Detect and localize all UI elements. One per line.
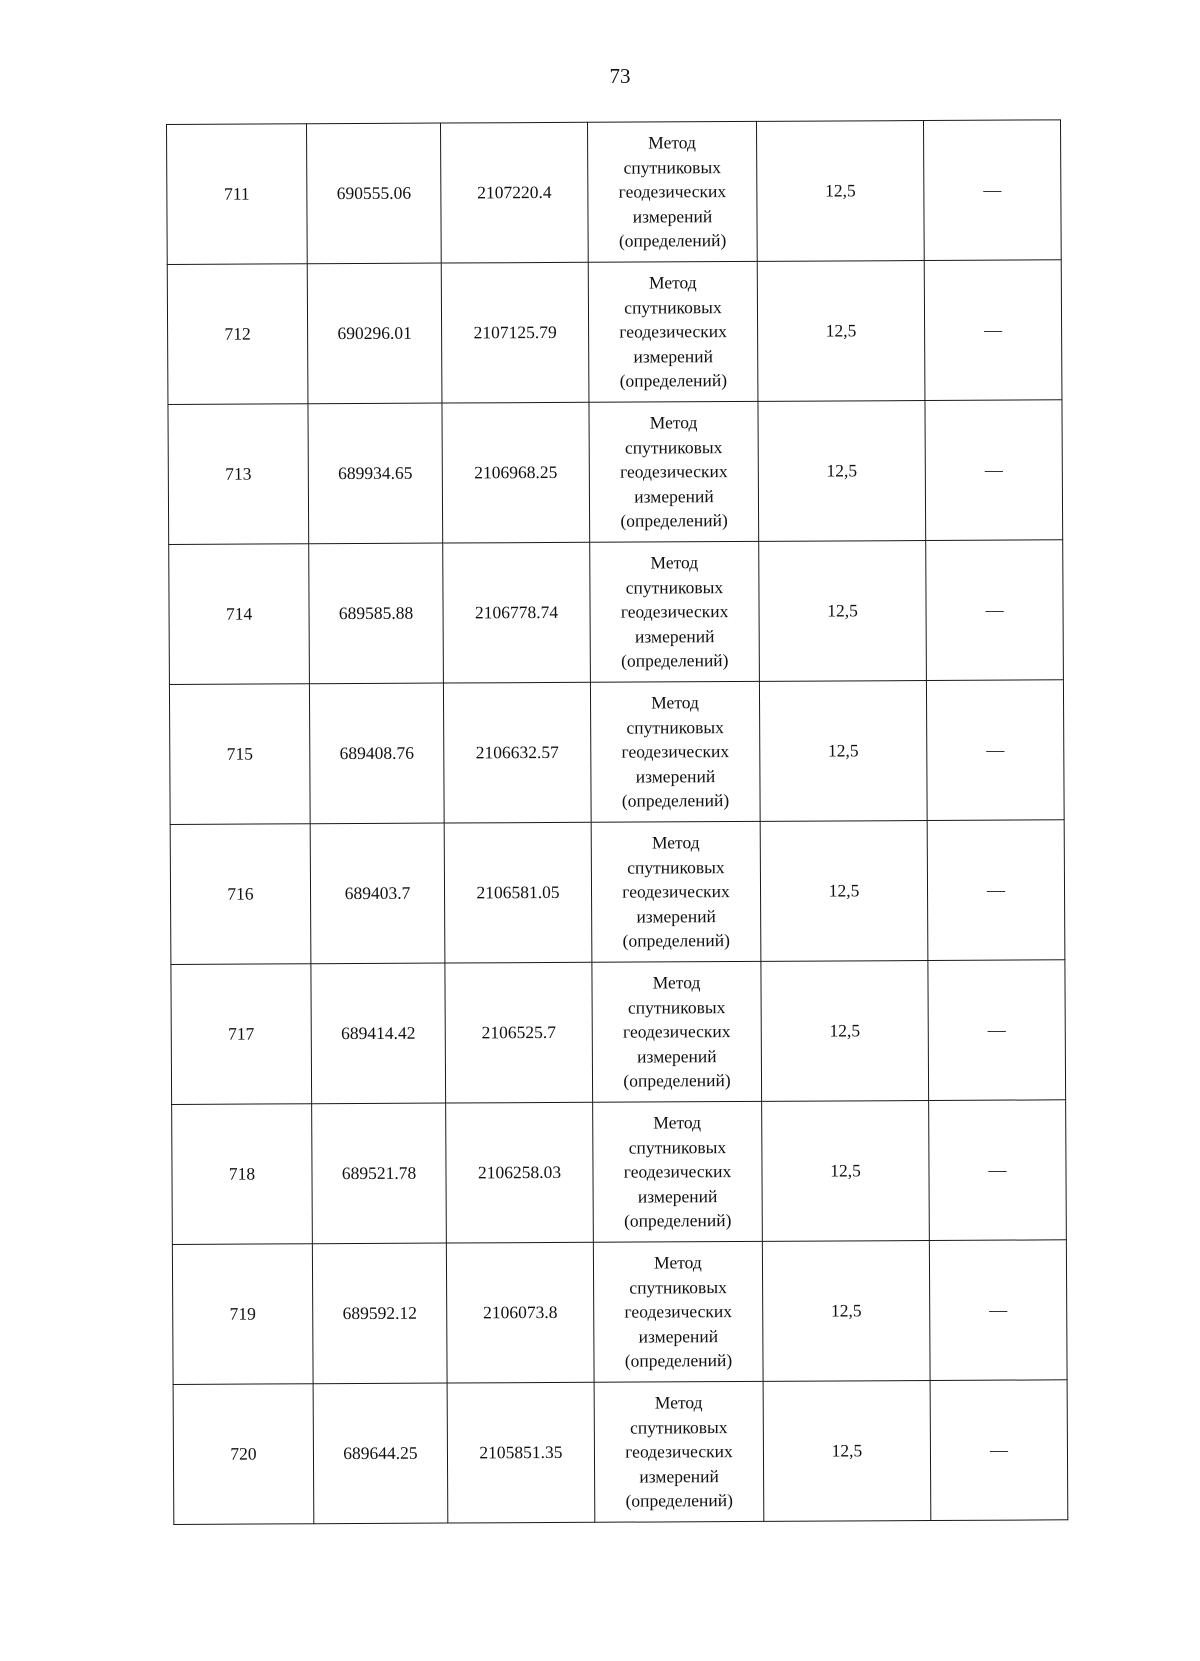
description-cell: — [923, 120, 1061, 261]
description-cell: — [927, 820, 1065, 961]
point-number-cell: 718 [172, 1104, 313, 1245]
coordinates-table [166, 119, 1068, 1525]
method-cell: Метод спутниковых геодезических измерений (определений) [594, 1381, 764, 1522]
method-cell: Метод спутниковых геодезических измерений (определений) [588, 261, 758, 402]
method-cell: Метод спутниковых геодезических измерений (определений) [593, 1101, 763, 1242]
point-number-cell: 719 [172, 1244, 313, 1385]
point-number-cell: 714 [169, 544, 310, 685]
accuracy-cell: 12,5 [762, 1101, 930, 1242]
accuracy-cell: 12,5 [756, 121, 924, 262]
y-coordinate-cell: 2106632.57 [443, 682, 591, 823]
accuracy-cell: 12,5 [762, 1241, 930, 1382]
table-row [169, 680, 1064, 825]
x-coordinate-cell: 689934.65 [308, 403, 443, 544]
description-cell: — [924, 260, 1062, 401]
y-coordinate-cell: 2107125.79 [441, 262, 589, 403]
accuracy-cell: 12,5 [760, 821, 928, 962]
point-number-cell: 716 [170, 824, 311, 965]
accuracy-cell: 12,5 [759, 681, 927, 822]
accuracy-cell: 12,5 [761, 961, 929, 1102]
x-coordinate-cell: 690555.06 [307, 123, 442, 264]
point-number-cell: 720 [173, 1384, 314, 1525]
method-cell: Метод спутниковых геодезических измерений (определений) [592, 961, 762, 1102]
description-cell: — [929, 1240, 1067, 1381]
table-row [172, 1240, 1067, 1385]
point-number-cell: 717 [171, 964, 312, 1105]
description-cell: — [928, 960, 1066, 1101]
x-coordinate-cell: 689408.76 [309, 683, 444, 824]
x-coordinate-cell: 690296.01 [307, 263, 442, 404]
y-coordinate-cell: 2106968.25 [442, 402, 590, 543]
method-cell: Метод спутниковых геодезических измерений (определений) [587, 121, 757, 262]
x-coordinate-cell: 689414.42 [311, 963, 446, 1104]
table-row [168, 400, 1063, 545]
description-cell: — [930, 1380, 1068, 1521]
x-coordinate-cell: 689585.88 [309, 543, 444, 684]
description-cell: — [926, 540, 1064, 681]
y-coordinate-cell: 2105851.35 [447, 1382, 595, 1523]
y-coordinate-cell: 2106258.03 [446, 1102, 594, 1243]
accuracy-cell: 12,5 [758, 401, 926, 542]
y-coordinate-cell: 2106525.7 [445, 962, 593, 1103]
table-row [171, 960, 1066, 1105]
x-coordinate-cell: 689521.78 [312, 1103, 447, 1244]
accuracy-cell: 12,5 [757, 261, 925, 402]
table-row [167, 120, 1062, 265]
table-row [169, 540, 1064, 685]
description-cell: — [925, 400, 1063, 541]
y-coordinate-cell: 2106581.05 [444, 822, 592, 963]
y-coordinate-cell: 2106073.8 [446, 1242, 594, 1383]
accuracy-cell: 12,5 [759, 541, 927, 682]
point-number-cell: 712 [167, 264, 308, 405]
table-row [172, 1100, 1067, 1245]
method-cell: Метод спутниковых геодезических измерений (определений) [590, 541, 760, 682]
page-number: 73 [609, 64, 631, 88]
table-row [167, 260, 1062, 405]
accuracy-cell: 12,5 [763, 1381, 931, 1522]
x-coordinate-cell: 689592.12 [312, 1243, 447, 1384]
table-row [173, 1380, 1068, 1525]
x-coordinate-cell: 689403.7 [310, 823, 445, 964]
method-cell: Метод спутниковых геодезических измерений (определений) [590, 681, 760, 822]
method-cell: Метод спутниковых геодезических измерений (определений) [589, 401, 759, 542]
method-cell: Метод спутниковых геодезических измерений (определений) [591, 821, 761, 962]
description-cell: — [929, 1100, 1067, 1241]
method-cell: Метод спутниковых геодезических измерений (определений) [593, 1241, 763, 1382]
x-coordinate-cell: 689644.25 [313, 1383, 448, 1524]
point-number-cell: 711 [167, 124, 308, 265]
y-coordinate-cell: 2107220.4 [440, 122, 588, 263]
description-cell: — [926, 680, 1064, 821]
y-coordinate-cell: 2106778.74 [443, 542, 591, 683]
table-row [170, 820, 1065, 965]
point-number-cell: 715 [169, 684, 310, 825]
point-number-cell: 713 [168, 404, 309, 545]
